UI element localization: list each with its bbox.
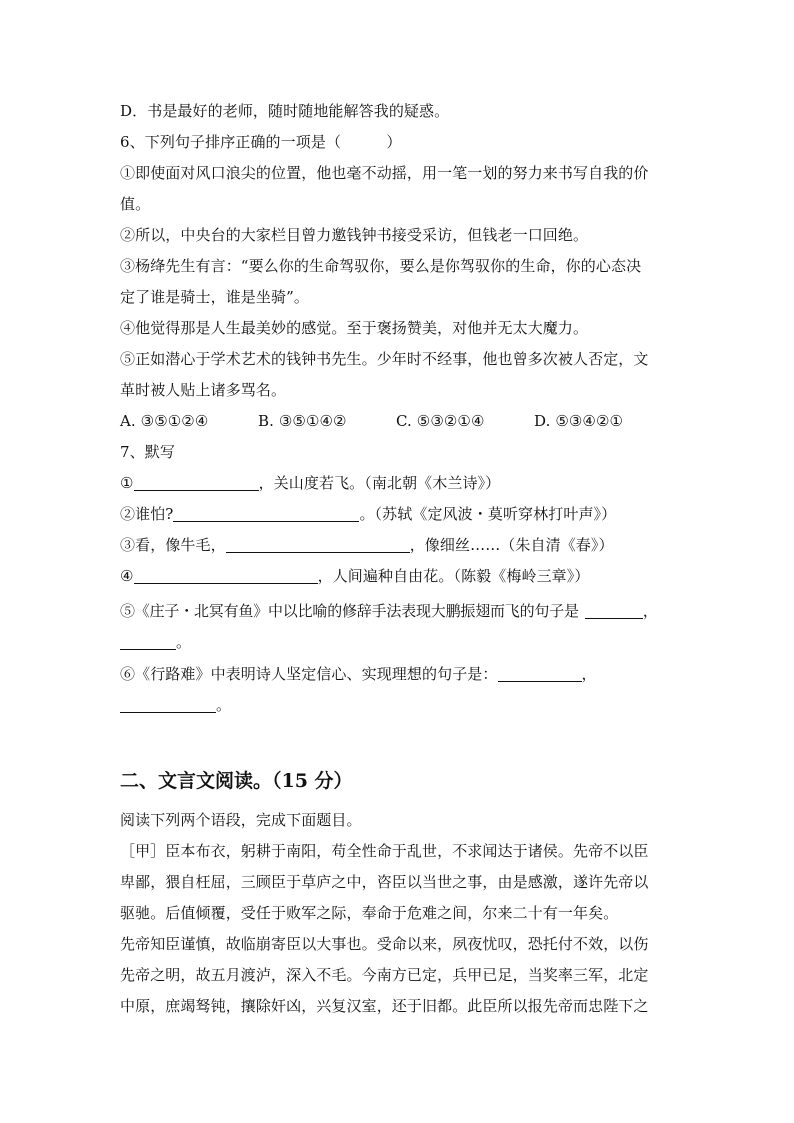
- q7-line-2: [120, 504, 616, 524]
- q7-blank-2[interactable]: [173, 506, 359, 522]
- q7-title: 7、默写: [120, 443, 175, 461]
- q7-line-6-period: 。: [216, 696, 232, 714]
- q7-line-6: [120, 664, 597, 684]
- passage-line-4: 先帝知臣谨慎，故临崩寄臣以大事也。受命以来，夙夜忧叹，恐托付不效，以伤: [120, 935, 649, 953]
- q6-option-b: B. ③⑤①④②: [258, 412, 347, 430]
- passage-line-2: 卑鄙，猥自枉屈，三顾臣于草庐之中，咨臣以当世之事，由是感激，遂许先帝以: [120, 873, 649, 891]
- q7-blank-5a[interactable]: [585, 603, 643, 619]
- passage-line-6: 中原，庶竭驽钝，攘除奸凶，兴复汉室，还于旧都。此臣所以报先帝而忠陛下之: [120, 997, 649, 1015]
- q7-line-4: [120, 566, 589, 586]
- q7-line-6-cont: [120, 695, 231, 715]
- q6-option-a: A. ③⑤①②④: [120, 412, 209, 430]
- q7-line-2-prefix: ②谁怕?: [120, 505, 174, 523]
- q7-blank-1[interactable]: [134, 475, 259, 491]
- q7-line-5-text: ⑤《庄子・北冥有鱼》中以比喻的修辞手法表现大鹏振翅而飞的句子是: [120, 602, 579, 620]
- q7-line-5: [120, 601, 658, 621]
- q7-line-4-suffix: ，人间遍种自由花。（陈毅《梅岭三章》）: [317, 567, 590, 585]
- q6-sentence-3-cont: 定了谁是骑士，谁是坐骑”。: [120, 288, 309, 306]
- q7-blank-4[interactable]: [134, 568, 318, 584]
- q6-sentence-1: ①即使面对风口浪尖的位置，他也毫不动摇，用一笔一划的努力来书写自我的价: [120, 164, 649, 182]
- passage-line-5: 先帝之明，故五月渡泸，深入不毛。今南方已定，兵甲已足，当奖率三军，北定: [120, 966, 649, 984]
- q6-stem: 6、下列句子排序正确的一项是（ ）: [120, 133, 402, 151]
- q6-sentence-1-cont: 值。: [120, 195, 151, 213]
- q6-option-c: C. ⑤③②①④: [396, 412, 485, 430]
- q7-blank-6b[interactable]: [120, 697, 216, 713]
- q7-line-1-suffix: ，关山度若飞。（南北朝《木兰诗》）: [258, 474, 501, 492]
- q7-line-6-text: ⑥《行路难》中表明诗人坚定信心、实现理想的句子是：: [120, 665, 498, 683]
- q5-option-d: D．书是最好的老师，随时随地能解答我的疑惑。: [120, 102, 450, 120]
- q6-sentence-4: ④他觉得那是人生最美妙的感觉。至于褒扬赞美，对他并无太大魔力。: [120, 319, 589, 337]
- passage-line-3: 驱驰。后值倾覆，受任于败军之际，奉命于危难之间，尔来二十有一年矣。: [120, 904, 619, 922]
- q7-line-5-period: 。: [176, 633, 192, 651]
- q6-sentence-3: ③杨绛先生有言：“要么你的生命驾驭你，要么是你驾驭你的生命，你的心态决: [120, 257, 642, 275]
- q6-sentence-5-cont: 革时被人贴上诸多骂名。: [120, 381, 287, 399]
- q7-line-1-prefix: ①: [120, 474, 134, 492]
- q7-line-1: [120, 473, 500, 493]
- q7-line-6-comma: ，: [581, 665, 597, 683]
- q7-line-3-suffix: ，像细丝……（朱自清《春》）: [409, 536, 614, 554]
- q6-sentence-5: ⑤正如潜心于学术艺术的钱钟书先生。少年时不经事，他也曾多次被人否定，文: [120, 350, 649, 368]
- q7-blank-3[interactable]: [226, 537, 410, 553]
- q7-line-3-prefix: ③看，像牛毛，: [120, 536, 226, 554]
- q6-option-d: D. ⑤③④②①: [534, 412, 624, 430]
- q7-blank-5b[interactable]: [120, 634, 176, 650]
- section-2-intro: 阅读下列两个语段，完成下面题目。: [120, 811, 362, 829]
- passage-line-1: ［甲］臣本布衣，躬耕于南阳，苟全性命于乱世，不求闻达于诸侯。先帝不以臣: [120, 842, 649, 860]
- q7-line-4-prefix: ④: [120, 567, 134, 585]
- q7-blank-6a[interactable]: [498, 666, 582, 682]
- q7-line-2-suffix: 。（苏轼《定风波・莫听穿林打叶声》）: [359, 505, 617, 523]
- q7-line-3: [120, 535, 614, 555]
- section-2-heading: 二、文言文阅读。（15 分）: [120, 770, 353, 792]
- q7-line-5-comma: ，: [642, 602, 658, 620]
- q6-sentence-2: ②所以，中央台的大家栏目曾力邀钱钟书接受采访，但钱老一口回绝。: [120, 226, 589, 244]
- q7-line-5-cont: [120, 632, 191, 652]
